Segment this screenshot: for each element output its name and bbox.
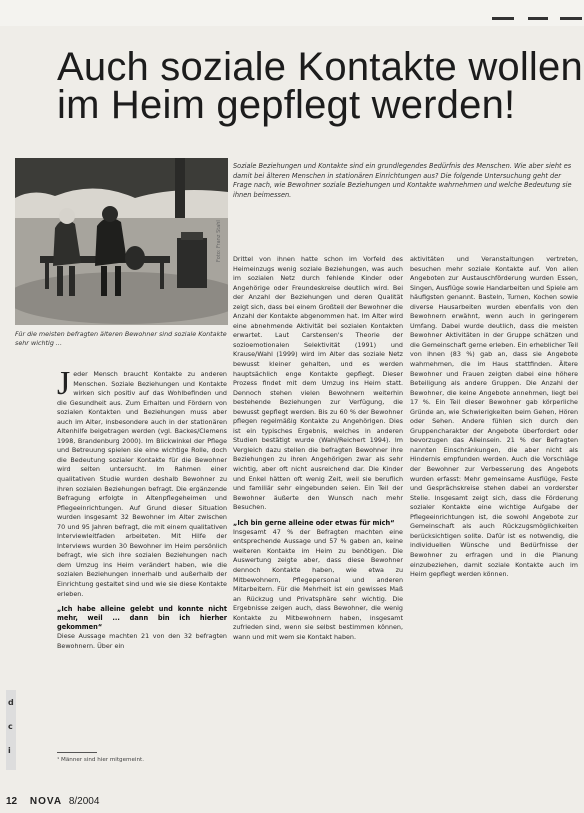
article-intro: Soziale Beziehungen und Kontakte sind ein grundlegendes Bedürfnis des Menschen. Wie aber sieht es damit bei älteren Menschen in stationären Einrichtungen aus? Die folgende Untersuchung geht der Frage nach, wie Bewohner soziale Beziehungen und Kontakte wahrnehmen und welche Bedeutung sie ihnen beimessen. (233, 162, 572, 199)
column-2-paragraph-2: Insgesamt 47 % der Befragten machten eine entsprechende Aussage und 57 % gaben an, keine weiteren Kontakte im Heim zu benötigen. Die Auswertung zeigte aber, dass diese Bewohner dennoch Kontakte haben, wie etwa zu Mitbewohnern, Pflegepersonal und anderen Mitarbeitern. Für die Mehrheit ist ein gewisses Maß an Rückzug und Privatsphäre sehr wichtig. Die Ergebnisse zeigen auch, dass Bewohner, die wenig Kontakte zu Mitbewohnern haben, insgesamt zufrieden sind, wenn sie selbst bestimmen können, wann und mit wem sie Kontakt haben. (233, 527, 403, 641)
page-footer (6, 796, 99, 807)
headline-line-2: im Heim gepflegt werden! (57, 83, 516, 127)
header-dash-2 (528, 17, 548, 20)
page-number: 12 (6, 796, 18, 807)
header-dash-3 (560, 17, 582, 20)
headline-line-1: Auch soziale Kontakte wollen (57, 45, 583, 89)
margin-letter-2: c (8, 722, 13, 731)
article-photo (15, 158, 228, 325)
column-1-paragraph-1 (57, 370, 227, 599)
column-1 (57, 370, 227, 748)
column-2-subheading: „Ich bin gerne alleine oder etwas für mich“ (233, 518, 395, 527)
photo-caption: Für die meisten befragten älteren Bewohner sind soziale Kontakte sehr wichtig ... (15, 330, 227, 347)
article-headline (57, 45, 583, 127)
margin-letter-1: d (8, 698, 14, 707)
column-1-paragraph-2: Diese Aussage machten 21 von den 32 befragten Bewohnern. Über ein (57, 632, 227, 650)
footnote: ¹ Männer sind hier mitgemeint. (57, 757, 144, 763)
column-1-subheading: „Ich habe alleine gelebt und konnte nicht mehr, weil ... dann bin ich hierher gekommen“ (57, 605, 227, 632)
column-2-paragraph-1: Drittel von ihnen hatte schon im Vorfeld des Heimeinzugs wenig soziale Beziehungen, was auch im sozialen Netz durch fehlende Kinder oder Angehörige oder Freundeskreise deutlich wird. Bei der Anzahl der Beziehungen und deren Qualität zeigt sich, dass bei einem Großteil der Bewohner die Anzahl der Kontakte abgenommen hat. Im Alter wird eine abnehmende Aktivität bei sozialen Kontakten erwartet. Laut Carstensen's Theorie der sozioemotionalen Selektivität (1991) und Krause/Wahl (1999) wird im Alter das soziale Netz bewusst kleiner gehalten, und es werden hauptsächlich enge Kontakte gepflegt. Dieser Prozess findet mit dem Umzug ins Heim statt. Dennoch stehen vielen Bewohnern weiterhin bestehende Beziehungen zur Verfügung, die bewusst gepflegt werden. Bis zu 60 % der Bewohner pflegen regelmäßig Kontakte zu Angehörigen. Dies ist ein typisches Ergebnis, welches in anderen Studien bestätigt wurde (Wahl/Reichert 1994). Im Vergleich dazu stellen die befragten Bewohner ihre Beziehungen zu ihren Angehörigen zwar als sehr wichtig, aber oft nicht ausreichend dar. Die Kinder und Enkel hätten oft wenig Zeit, weil sie beruflich und familiär sehr eingebunden seien. Ein Teil der Bewohner äußerte den Wunsch nach mehr Besuchen. (233, 255, 403, 512)
column-3 (410, 255, 578, 783)
column-1-paragraph-1-text: eder Mensch braucht Kontakte zu anderen Menschen. Soziale Beziehungen und Kontakte wirken sich positiv auf das Wohlbefinden und die Gesundheit aus. Zum Erhalten und Fördern von sozialen Kontakten und Beziehungen muss aber auch im Alter, insbesondere auch in der stationären Altenhilfe beigetragen werden (vgl. Backes/Clemens 1998, Brandenburg 2000). Im Blickwinkel der Pflege und Betreuung spielen sie eine wichtige Rolle, doch die Bedeutung sozialer Kontakte für die Bewohner wird selten untersucht. Im Rahmen einer qualitativen Studie wurden deshalb Bewohner zu ihren sozialen Beziehungen befragt. Die ergänzende Befragung erfolgte in Altenpflegeheimen und Pflegeeinrichtungen. Auf Grund dieser Situation wurden insgesamt 32 Bewohner im Alter zwischen 70 und 95 Jahren befragt, die mit einem qualitativen Interviewleitfaden arbeiteten. Mit Hilfe der Interviews wurden 30 Bewohner im Heim persönlich befragt, wie sich ihre sozialen Beziehungen nach dem Umzug ins Heim verändert haben, wie die sozialen Beziehungen innerhalb und außerhalb der Einrichtung gestaltet sind und wie sie diese Kontakte erleben. (57, 370, 227, 598)
magazine-name: NOVA (29, 796, 63, 807)
margin-letter-3: i (8, 746, 11, 755)
column-3-paragraph-1: aktivitäten und Veranstaltungen vertreten, besuchen mehr soziale Kontakte auf. Von allen Angeboten zur Austauschförderung wurden Essen, Singen, Ausflüge sowie Handarbeiten und Spiele am häufigsten genannt. Basteln, Turnen, Kochen sowie diverse Hausarbeiten wurden ebenfalls von den Bewohnern erwähnt, wenn auch in geringerem Umfang. Dabei wurde deutlich, dass die meisten Bewohner Aktivitäten in der Gruppe schätzen und die Gemeinschaft gerne erleben. Ein erheblicher Teil von ihnen (83 %) gab an, dass sie Angebote wahrnehmen, die im Haus stattfinden. Ältere Bewohner und Frauen zeigten dabei eine höhere Beteiligung als andere Gruppen. Die Anzahl der Bewohner, die keine Angebote annehmen, liegt bei 17 %. Ein Teil dieser Bewohner gab körperliche Gründe an, wie Schwierigkeiten beim Gehen, Hören oder Sehen. Andere fühlen sich durch den Gruppencharakter der Angebote überfordert oder bevorzugen das Alleinsein. 21 % der Befragten nannten Einschränkungen, die aber nicht als Hindernis empfunden werden. Auch die Vorschläge der Bewohner zur Verbesserung des Angebots wurden erfasst: Mehr gemeinsame Ausflüge, Feste und Gesprächskreise stehen dabei an vorderster Stelle. Insgesamt zeigt sich, dass die Förderung sozialer Kontakte eine wichtige Aufgabe der Pflegeeinrichtungen ist, die sowohl Angebote zur Gemeinschaft als auch Rückzugsmöglichkeiten berücksichtigen sollte. Dafür ist es notwendig, die individuellen Wünsche und Bedürfnisse der Bewohner zu erfragen und in die Planung einzubeziehen, damit soziale Kontakte auch im Heim gepflegt werden können. (410, 255, 578, 579)
column-2 (233, 255, 403, 783)
footnote-rule (57, 752, 97, 753)
photo-two-seniors-on-bench (15, 158, 228, 325)
page-top-strip (0, 0, 584, 26)
drop-cap: J (57, 370, 71, 402)
photo-credit: Foto: Franz Stahl (216, 220, 222, 262)
header-dash-1 (492, 17, 514, 20)
issue-number: 8/2004 (68, 796, 100, 807)
